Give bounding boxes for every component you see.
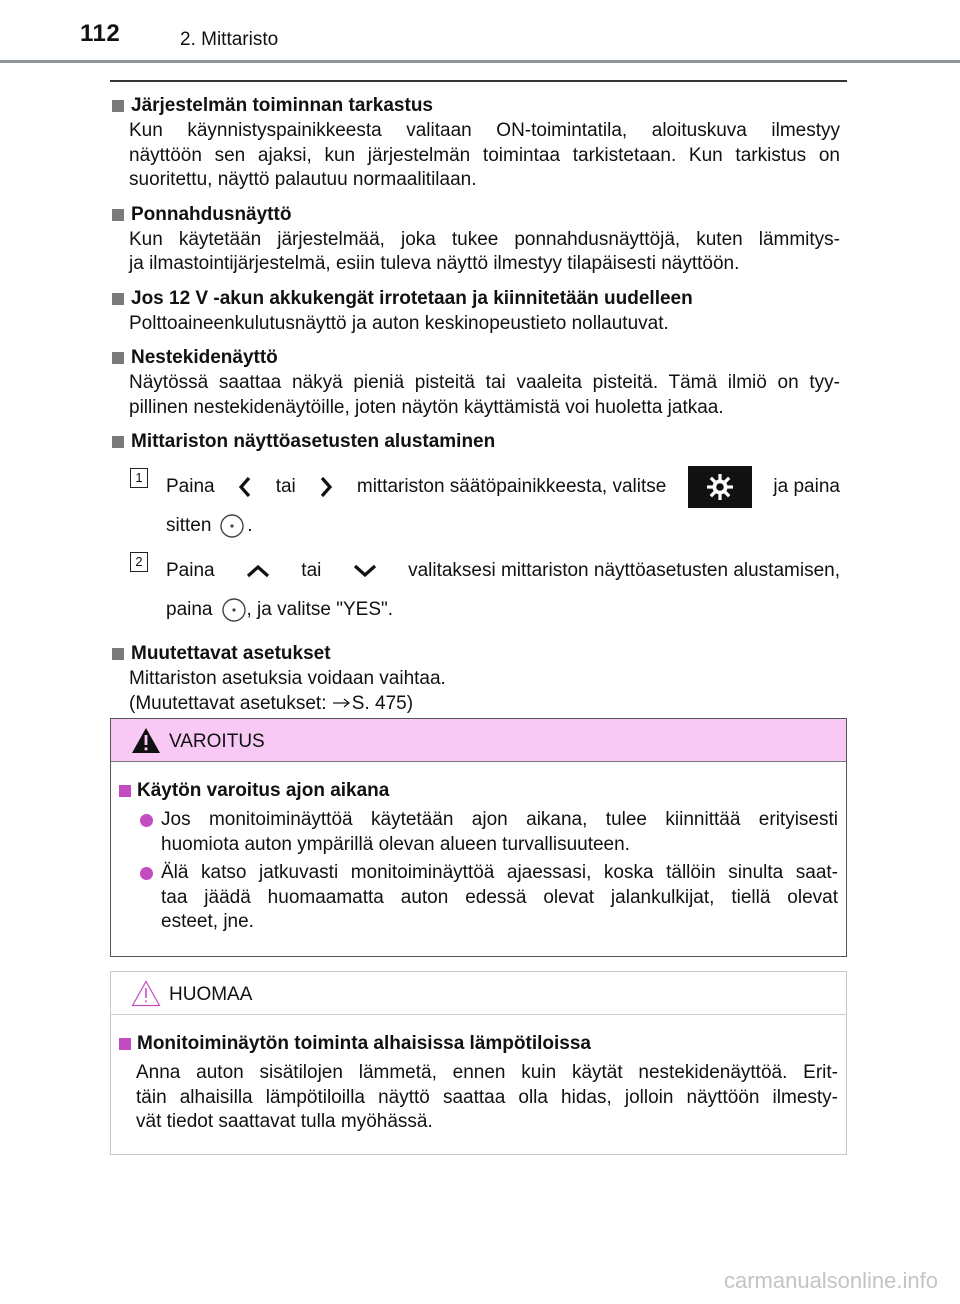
notice-header <box>111 972 846 1015</box>
section-title: 2. Mittaristo <box>180 29 279 50</box>
settings-gear-icon <box>688 466 752 508</box>
main-content <box>110 89 840 716</box>
chevron-right-icon <box>317 475 335 499</box>
enter-button-icon <box>219 513 245 539</box>
chevron-down-icon <box>352 562 378 580</box>
chevron-up-icon <box>245 562 271 580</box>
arrow-right-icon <box>332 697 352 709</box>
bullet-dot-icon <box>140 814 153 827</box>
section-body: Kun käynnistyspainikkeesta valitaan ON-toimintatila, aloituskuva ilmestyy näyttöön sen ajaksi, kun järjestelmän toimintaa tarkistetaan. Kun tarkistus on suoritettu, näyttö palautuu normaalitilaan. <box>129 120 840 190</box>
notice-heading: Monitoiminäytön toiminta alhaisissa lämpötiloissa <box>119 1031 838 1057</box>
section-heading: Ponnahdusnäyttö <box>110 202 840 228</box>
gray-square-icon <box>112 100 124 112</box>
magenta-square-icon <box>119 785 131 797</box>
section-heading: Jos 12 V -akun akkukengät irrotetaan ja kiinnitetään uudelleen <box>110 286 840 312</box>
section-body: Näytössä saattaa näkyä pieniä pisteitä tai vaaleita pisteitä. Tämä ilmiö on tyy- pillinen nestekidenäytöille, joten näytön käyttämistä voi huoletta jatkaa. <box>129 372 840 418</box>
warning-bullet: Älä katso jatkuvasti monitoiminäyttöä ajaessasi, koska tällöin sinulta saat- taa jäädä huomaamatta auton edessä olevat jalankulkijat, tiellä olevat esteet, jne. <box>119 861 838 935</box>
header-rule <box>0 60 960 63</box>
warning-header <box>111 719 846 762</box>
warning-label: VAROITUS <box>169 731 265 752</box>
magenta-square-icon <box>119 1038 131 1050</box>
section-body: Polttoaineenkulutusnäyttö ja auton keskinopeustieto nollautuvat. <box>129 312 669 334</box>
gray-square-icon <box>112 352 124 364</box>
section-body: Kun käytetään järjestelmää, joka tukee ponnahdusnäyttöjä, kuten lämmitys- ja ilmastointijärjestelmä, esiin tuleva näyttö ilmestyy tilapäisesti näyttöön. <box>129 228 840 274</box>
warning-box <box>110 718 847 957</box>
watermark: carmanualsonline.info <box>723 1268 938 1293</box>
content-top-rule <box>110 80 847 82</box>
notice-body: Anna auton sisätilojen lämmetä, ennen kuin käytät nestekidenäyttöä. Erit- täin alhaisilla lämpötiloilla näyttö saattaa olla hidas, jolloin näyttöön ilmesty- vät tiedot saattavat tulla myöhässä. <box>136 1062 838 1132</box>
section-heading: Järjestelmän toiminnan tarkastus <box>110 93 840 119</box>
section-heading: Mittariston näyttöasetusten alustaminen <box>110 429 840 455</box>
notice-box <box>110 971 847 1155</box>
page-header <box>0 0 960 62</box>
warning-heading: Käytön varoitus ajon aikana <box>119 778 838 804</box>
section-heading: Muutettavat asetukset <box>110 641 840 667</box>
step-number: 2 <box>130 552 148 572</box>
step-2: 2 Paina tai valitaksesi mittariston näyttöasetusten alustamisen, paina , ja valitse "YES". <box>142 549 840 627</box>
warning-bullet: Jos monitoiminäyttöä käytetään ajon aikana, tulee kiinnittää erityisesti huomiota auton ympärillä olevan alueen turvallisuuteen. <box>119 808 838 857</box>
bullet-dot-icon <box>140 867 153 880</box>
chevron-left-icon <box>236 475 254 499</box>
step-number: 1 <box>130 468 148 488</box>
gray-square-icon <box>112 209 124 221</box>
warning-triangle-icon <box>131 727 161 754</box>
gray-square-icon <box>112 436 124 448</box>
section-body: Mittariston asetuksia voidaan vaihtaa. (Muutettavat asetukset: S. 475) <box>129 668 446 714</box>
step-1: 1 Paina tai mittariston säätöpainikkeesta, valitse ja paina sitten . <box>142 465 840 543</box>
notice-label: HUOMAA <box>169 984 253 1005</box>
page-reference-link[interactable]: S. 475) <box>351 692 414 714</box>
caution-triangle-icon <box>131 980 161 1007</box>
gray-square-icon <box>112 648 124 660</box>
gray-square-icon <box>112 293 124 305</box>
enter-button-icon <box>221 597 247 623</box>
section-heading: Nestekidenäyttö <box>110 345 840 371</box>
page-number: 112 <box>80 20 121 47</box>
